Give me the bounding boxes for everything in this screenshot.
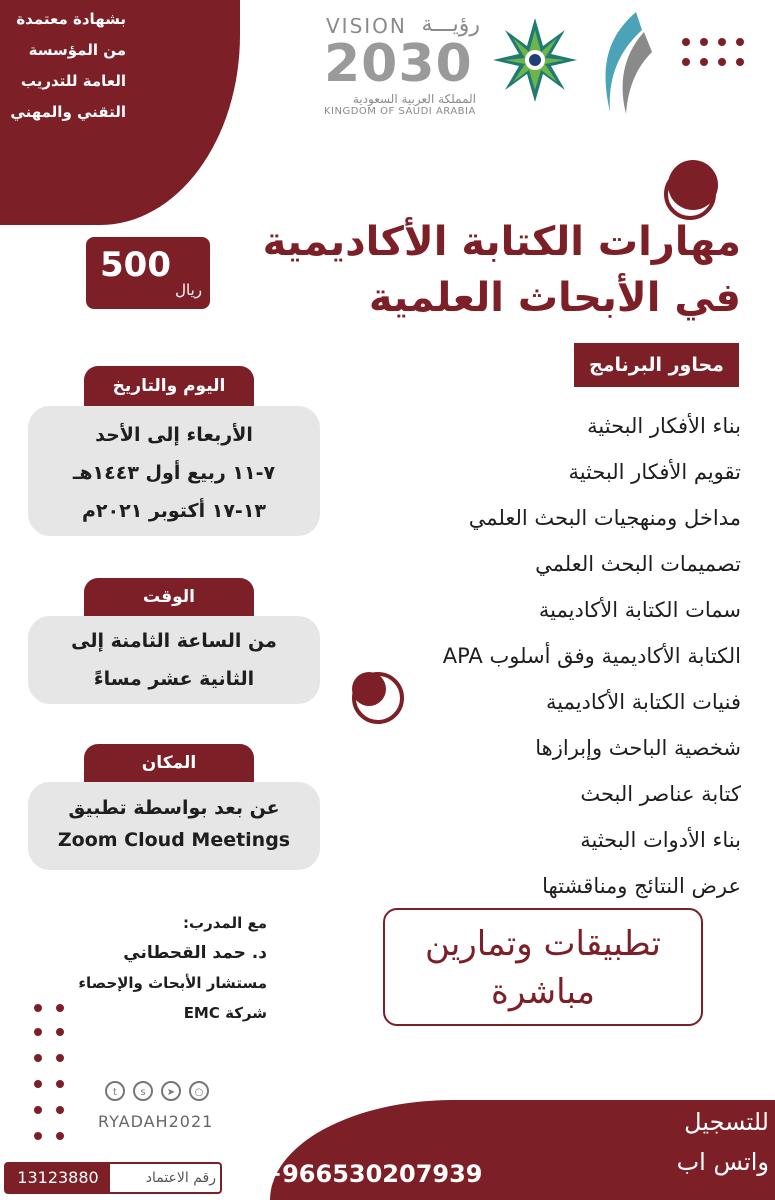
dot-decoration: [56, 1132, 64, 1140]
register-line: للتسجيل: [684, 1108, 769, 1136]
date-line: الأربعاء إلى الأحد: [95, 424, 253, 446]
dot-decoration: [34, 1054, 42, 1062]
accreditation-badge: [4, 1162, 222, 1194]
dot-decoration: [736, 58, 744, 66]
dot-decoration: [736, 38, 744, 46]
place-line: عن بعد بواسطة تطبيق: [68, 797, 280, 819]
telegram-icon[interactable]: ➤: [161, 1081, 181, 1101]
brand-logo-icon: [596, 8, 656, 118]
certificate-note: [8, 4, 126, 128]
vision-label-ar: رؤيـــة: [421, 12, 480, 37]
place-panel: [28, 782, 320, 870]
price-currency: ريال: [175, 281, 202, 299]
dot-decoration: [682, 38, 690, 46]
date-line: ٧-١١ ربيع أول ١٤٤٣هـ: [72, 462, 276, 484]
time-line: الثانية عشر مساءً: [93, 668, 255, 690]
topic-item: مداخل ومنهجيات البحث العلمي: [468, 506, 741, 530]
trainer-label: مع المدرب:: [183, 914, 267, 932]
practice-line: مباشرة: [491, 972, 595, 1012]
date-heading: اليوم والتاريخ: [84, 366, 254, 406]
topic-item: فنيات الكتابة الأكاديمية: [545, 690, 741, 714]
place-heading: المكان: [84, 744, 254, 782]
certificate-line: التقني والمهني: [10, 103, 126, 121]
register-note: [629, 1102, 769, 1182]
date-line: ١٣-١٧ أكتوبر ٢٠٢١م: [81, 500, 267, 522]
instagram-icon[interactable]: ○: [189, 1081, 209, 1101]
vision-year: 2030: [324, 34, 473, 94]
accreditation-label: رقم الاعتماد: [145, 1170, 216, 1186]
ring-decoration: [82, 164, 116, 198]
page-title: [201, 214, 741, 326]
vision-label: VISION: [326, 14, 407, 38]
vision-country-ar: المملكة العربية السعودية: [352, 92, 476, 106]
topic-item: شخصية الباحث وإبرازها: [535, 736, 741, 760]
register-line: واتس اب: [676, 1148, 769, 1176]
dot-decoration: [34, 1028, 42, 1036]
dot-decoration: [34, 1106, 42, 1114]
place-line: Zoom Cloud Meetings: [57, 829, 291, 851]
price-value: 500: [100, 245, 171, 285]
topic-item: كتابة عناصر البحث: [580, 782, 741, 806]
topic-item: تقويم الأفكار البحثية: [568, 460, 741, 484]
whatsapp-phone-link[interactable]: +966530207939: [262, 1160, 483, 1188]
snapchat-icon[interactable]: s: [133, 1081, 153, 1101]
topic-item: سمات الكتابة الأكاديمية: [538, 598, 741, 622]
dot-decoration: [56, 1004, 64, 1012]
dot-decoration: [56, 1028, 64, 1036]
certificate-line: من المؤسسة: [28, 41, 126, 59]
time-heading: الوقت: [84, 578, 254, 616]
title-line: مهارات الكتابة الأكاديمية: [262, 219, 741, 265]
certificate-line: بشهادة معتمدة: [16, 10, 126, 28]
topic-item: بناء الأدوات البحثية: [580, 828, 741, 852]
topic-item: بناء الأفكار البحثية: [587, 414, 741, 438]
practice-box: [383, 908, 703, 1026]
dot-decoration: [56, 1054, 64, 1062]
dot-decoration: [34, 1132, 42, 1140]
twitter-icon[interactable]: t: [105, 1081, 125, 1101]
vision-2030-logo: [322, 8, 482, 120]
topic-item: عرض النتائج ومناقشتها: [542, 874, 741, 898]
tvtc-logo-icon: [490, 10, 580, 110]
dot-decoration: [700, 38, 708, 46]
social-handle[interactable]: RYADAH2021: [98, 1112, 214, 1131]
program-topics-list: [381, 403, 741, 909]
ring-decoration: [664, 168, 716, 220]
trainer-role: مستشار الأبحاث والإحصاء: [78, 974, 267, 992]
practice-line: تطبيقات وتمارين: [425, 924, 661, 964]
dot-decoration: [56, 1106, 64, 1114]
topic-item: الكتابة الأكاديمية وفق أسلوب APA: [442, 644, 741, 668]
dot-decoration: [718, 38, 726, 46]
time-line: من الساعة الثامنة إلى: [71, 630, 277, 652]
topic-item: تصميمات البحث العلمي: [535, 552, 741, 576]
dot-decoration: [34, 1080, 42, 1088]
accreditation-number: 13123880: [6, 1164, 110, 1192]
date-panel: [28, 406, 320, 536]
time-panel: [28, 616, 320, 704]
dot-decoration: [700, 58, 708, 66]
dot-decoration: [56, 1080, 64, 1088]
dot-decoration: [682, 58, 690, 66]
certificate-line: العامة للتدريب: [20, 72, 126, 90]
price-badge: [86, 237, 210, 309]
trainer-name: د. حمد القحطاني: [123, 943, 267, 963]
program-heading: محاور البرنامج: [574, 343, 739, 387]
vision-country-en: KINGDOM OF SAUDI ARABIA: [324, 106, 476, 117]
title-line: في الأبحاث العلمية: [368, 275, 741, 321]
trainer-company: شركة EMC: [183, 1004, 267, 1022]
dot-decoration: [718, 58, 726, 66]
dot-decoration: [34, 1004, 42, 1012]
social-icons: [105, 1081, 217, 1107]
